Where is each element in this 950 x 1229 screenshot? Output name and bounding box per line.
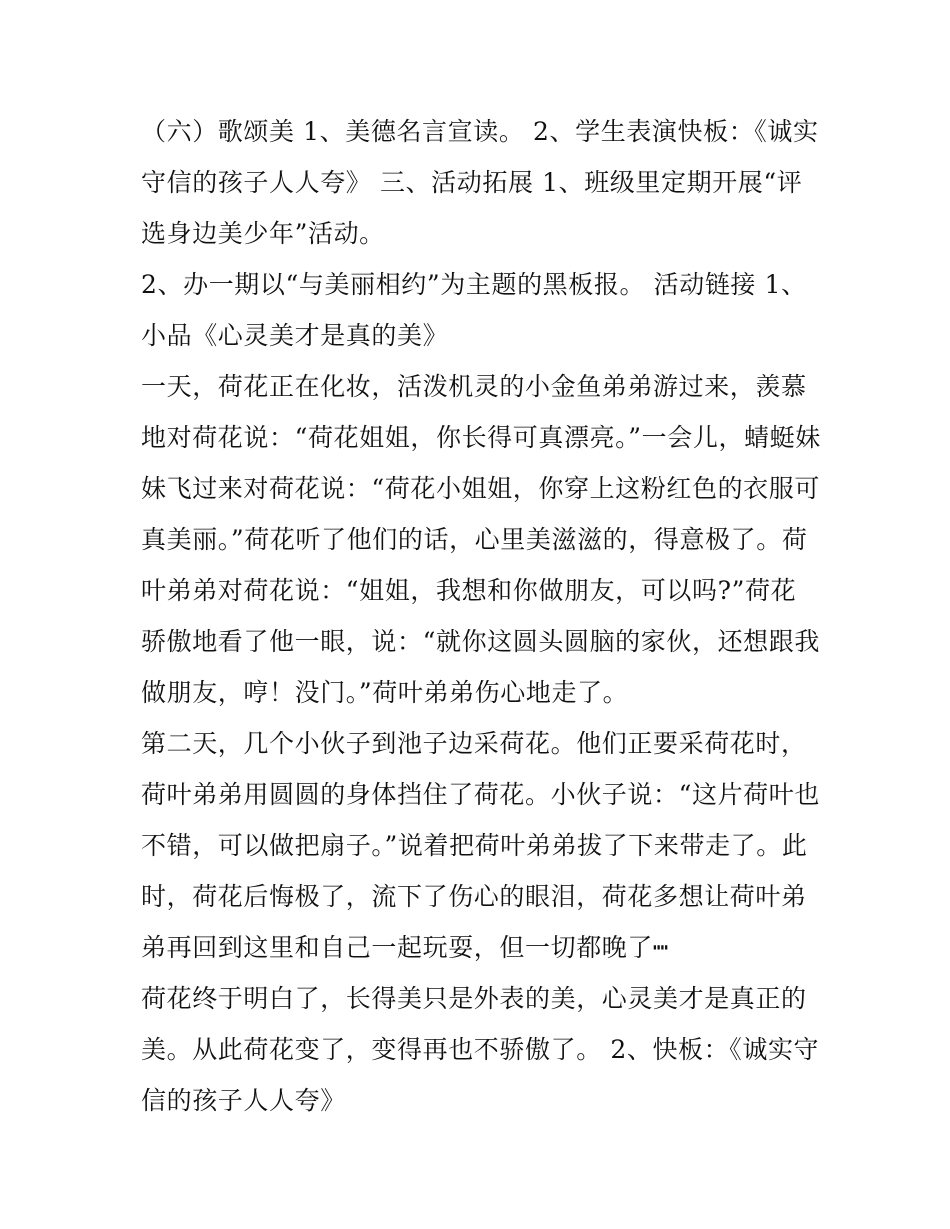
paragraph-praise-beauty: （六）歌颂美 1、美德名言宣读。 2、学生表演快板：《诚实守信的孩子人人夸》 三、活动拓展 1、班级里定期开展“评选身边美少年”活动。	[141, 117, 819, 248]
paragraph-story-part-1: 一天，荷花正在化妆，活泼机灵的小金鱼弟弟游过来，羡慕地对荷花说：“荷花姐姐，你长得可真漂亮。”一会儿，蜻蜓妹妹飞过来对荷花说：“荷花小姐姐，你穿上这粉红色的衣服可真美丽。”荷花听了他们的话，心里美滋滋的，得意极了。荷叶弟弟对荷花说：“姐姐，我想和你做朋友，可以吗?”荷花骄傲地看了他一眼，说：“就你这圆头圆脑的家伙，还想跟我做朋友，哼！没门。”荷叶弟弟伤心地走了。	[141, 372, 821, 707]
paragraph-blackboard-newspaper: 2、办一期以“与美丽相约”为主题的黑板报。 活动链接 1、小品《心灵美才是真的美》	[141, 270, 807, 350]
document-body	[141, 106, 821, 1126]
paragraph-story-conclusion: 荷花终于明白了，长得美只是外表的美，心灵美才是真正的美。从此荷花变了，变得再也不骄傲了。 2、快板：《诚实守信的孩子人人夸》	[141, 984, 820, 1115]
paragraph-story-part-2: 第二天，几个小伙子到池子边采荷花。他们正要采荷花时，荷叶弟弟用圆圆的身体挡住了荷花。小伙子说：“这片荷叶也不错，可以做把扇子。”说着把荷叶弟弟拔了下来带走了。此时，荷花后悔极了，流下了伤心的眼泪，荷花多想让荷叶弟弟再回到这里和自己一起玩耍，但一切都晚了┉	[141, 729, 820, 962]
